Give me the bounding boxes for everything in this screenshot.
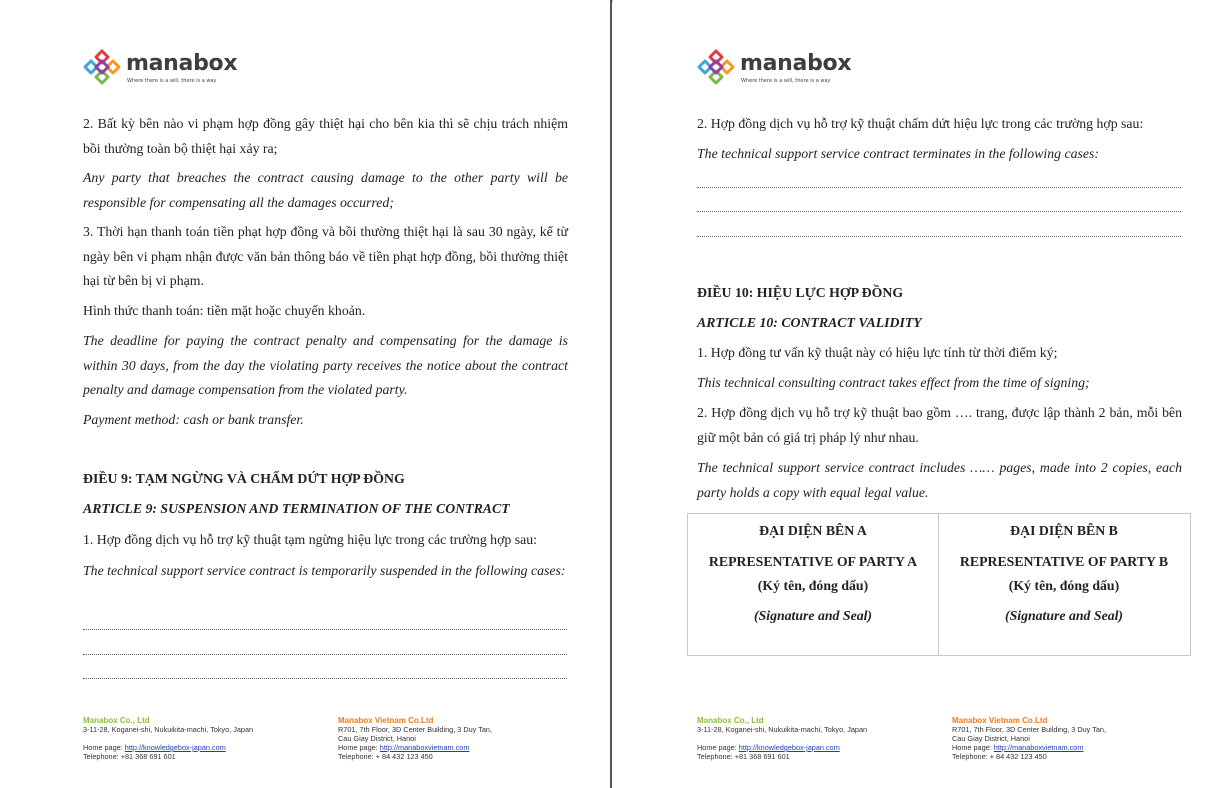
footer-company-name: Manabox Vietnam Co.Ltd (952, 716, 1048, 725)
clause-10-1-vi: 1. Hợp đồng tư vấn kỹ thuật này có hiệu lực tính từ thời điểm ký; (697, 345, 1058, 360)
clause-8-3-en: The deadline for paying the contract penalty and compensating for the damage is within 30 days, from the day the violating party receives the notice about the contract penalty and damage compensation from the violated party. (83, 333, 568, 397)
homepage-link[interactable]: http://manaboxvietnam.com (379, 743, 470, 752)
footer-vietnam-office (952, 716, 1106, 761)
party-b-sign-en: (Signature and Seal) (1004, 608, 1124, 623)
manabox-logo-icon (697, 49, 735, 85)
footer-address: 3-11-28, Koganei-shi, Nukuikita-machi, Tokyo, Japan (83, 725, 254, 734)
homepage-label: Home page: (952, 743, 994, 752)
manabox-logo (697, 47, 877, 87)
homepage-label: Home page: (338, 743, 380, 752)
footer-address-line1: R701, 7th Floor, 3D Center Building, 3 Duy Tan, (338, 725, 492, 734)
party-a-sign-vi: (Ký tên, đóng dấu) (757, 578, 869, 593)
homepage-link[interactable]: http://manaboxvietnam.com (993, 743, 1084, 752)
clause-8-2-vi: 2. Bất kỳ bên nào vi phạm hợp đồng gây thiệt hại cho bên kia thì sẽ chịu trách nhiệm bồi thường toàn bộ thiệt hại xảy ra; (83, 116, 568, 156)
homepage-label: Home page: (697, 743, 739, 752)
footer-telephone: Telephone: + 84 432 123 450 (338, 752, 433, 761)
clause-9-2-vi: 2. Hợp đồng dịch vụ hỗ trợ kỹ thuật chấm dứt hiệu lực trong các trường hợp sau: (697, 116, 1144, 131)
brand-tagline: Where there is a will, there is a way (127, 78, 217, 84)
brand-name: manabox (126, 51, 238, 76)
fill-in-line (697, 235, 1181, 237)
footer-address: 3-11-28, Koganei-shi, Nukuikita-machi, Tokyo, Japan (697, 725, 868, 734)
footer-homepage (338, 743, 492, 752)
page-divider (610, 0, 612, 788)
homepage-label: Home page: (83, 743, 125, 752)
article-9-heading-en: ARTICLE 9: SUSPENSION AND TERMINATION OF THE CONTRACT (83, 501, 510, 516)
brand-name: manabox (740, 51, 852, 76)
signature-party-a (688, 514, 939, 655)
footer-company-name: Manabox Co., Ltd (83, 716, 150, 725)
footer-telephone: Telephone: + 84 432 123 450 (952, 752, 1047, 761)
footer-address-line1: R701, 7th Floor, 3D Center Building, 3 Duy Tan, (952, 725, 1106, 734)
footer-company-name: Manabox Vietnam Co.Ltd (338, 716, 434, 725)
homepage-link[interactable]: http://knowledgebox-japan.com (738, 743, 840, 752)
clause-9-1-en: The technical support service contract is temporarily suspended in the following cases: (83, 563, 566, 578)
party-a-sign-en: (Signature and Seal) (753, 608, 873, 623)
footer-homepage (952, 743, 1106, 752)
footer-address-line2: Cau Giay District, Hanoi (338, 734, 416, 743)
article-9-heading-vi: ĐIỀU 9: TẠM NGỪNG VÀ CHẤM DỨT HỢP ĐỒNG (83, 471, 405, 486)
signature-party-b (939, 514, 1189, 655)
footer-telephone: Telephone: +81 368 691 601 (83, 752, 176, 761)
signature-table (687, 513, 1191, 656)
document-page-left (0, 0, 610, 788)
clause-8-3-vi: 3. Thời hạn thanh toán tiền phạt hợp đồng và bồi thường thiệt hại là sau 30 ngày, kể từ ngày bên vi phạm nhận được văn bản thông báo về tiền phạt hợp đồng, bồi thường thiệt hại từ bên bị vi phạm. (83, 224, 568, 288)
footer-homepage (697, 743, 867, 752)
document-page-right (613, 0, 1222, 788)
manabox-logo-icon (83, 49, 121, 85)
brand-tagline: Where there is a will, there is a way (741, 78, 831, 84)
fill-in-line (697, 186, 1181, 188)
footer-vietnam-office (338, 716, 492, 761)
clause-9-1-vi: 1. Hợp đồng dịch vụ hỗ trợ kỹ thuật tạm ngừng hiệu lực trong các trường hợp sau: (83, 532, 537, 547)
fill-in-line (697, 210, 1181, 212)
party-b-sign-vi: (Ký tên, đóng dấu) (1008, 578, 1120, 593)
footer-address-line2: Cau Giay District, Hanoi (952, 734, 1030, 743)
homepage-link[interactable]: http://knowledgebox-japan.com (124, 743, 226, 752)
clause-10-2-vi: 2. Hợp đồng dịch vụ hỗ trợ kỹ thuật bao gồm …. trang, được lập thành 2 bản, mỗi bên giữ một bản có giá trị pháp lý như nhau. (697, 405, 1182, 445)
footer-company-name: Manabox Co., Ltd (697, 716, 764, 725)
fill-in-line (83, 628, 567, 630)
footer-japan-office (697, 716, 867, 761)
clause-10-2-en: The technical support service contract includes …… pages, made into 2 copies, each party holds a copy with equal legal value. (697, 460, 1182, 500)
manabox-logo (83, 47, 263, 87)
payment-method-en: Payment method: cash or bank transfer. (83, 412, 304, 427)
party-a-title-en: REPRESENTATIVE OF PARTY A (708, 554, 918, 569)
footer-japan-office (83, 716, 253, 761)
clause-10-1-en: This technical consulting contract takes effect from the time of signing; (697, 375, 1090, 390)
party-b-title-en: REPRESENTATIVE OF PARTY B (959, 554, 1169, 569)
payment-method-vi: Hình thức thanh toán: tiền mặt hoặc chuyển khoản. (83, 303, 366, 318)
party-b-title-vi: ĐẠI DIỆN BÊN B (1010, 523, 1118, 538)
article-10-heading-vi: ĐIỀU 10: HIỆU LỰC HỢP ĐỒNG (697, 285, 904, 300)
fill-in-line (83, 653, 567, 655)
clause-9-2-en: The technical support service contract terminates in the following cases: (697, 146, 1099, 161)
party-a-title-vi: ĐẠI DIỆN BÊN A (759, 523, 867, 538)
clause-8-2-en: Any party that breaches the contract causing damage to the other party will be responsible for compensating all the damages occurred; (83, 170, 568, 210)
article-10-heading-en: ARTICLE 10: CONTRACT VALIDITY (697, 315, 922, 330)
footer-telephone: Telephone: +81 368 691 601 (697, 752, 790, 761)
footer-homepage (83, 743, 253, 752)
fill-in-line (83, 677, 567, 679)
